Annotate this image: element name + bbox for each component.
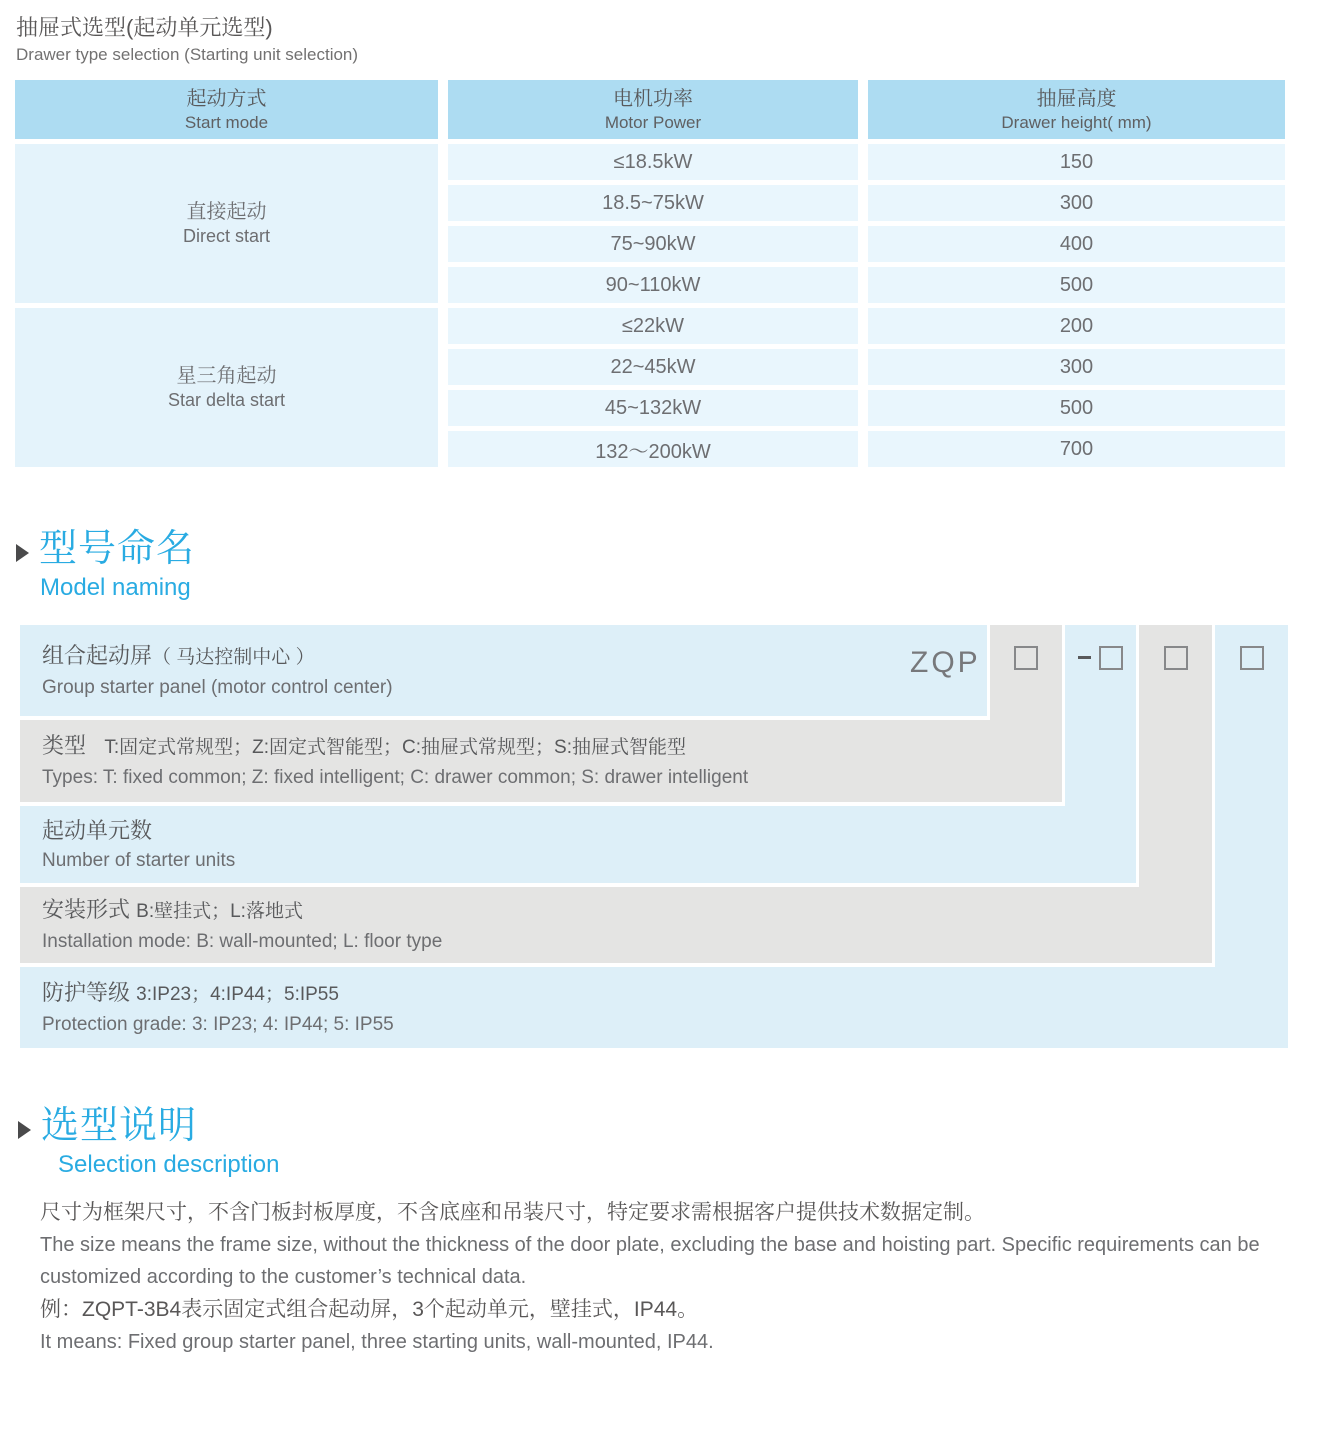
power-cell: 22~45kW: [448, 349, 858, 385]
selection-description-body: [40, 1196, 1290, 1358]
band-label-cn: 防护等级: [42, 979, 131, 1005]
code-box-icon: [1099, 646, 1123, 670]
height-cell: 400: [868, 226, 1285, 262]
code-box-icon: [1164, 646, 1188, 670]
naming-band-starter-units: [20, 806, 1136, 883]
model-naming-diagram: [20, 625, 1288, 1048]
header-cn: 起动方式: [186, 87, 267, 110]
band-detail-cn: T:固定式常规型；Z:固定式智能型；C:抽屉式常规型；S:抽屉式智能型: [104, 737, 686, 758]
code-box-icon: [1014, 646, 1038, 670]
height-cell: 300: [868, 185, 1285, 221]
page-subtitle: Drawer type selection (Starting unit selection): [16, 45, 359, 64]
mode-cn: 直接起动: [186, 201, 267, 223]
band-detail-cn: （ 马达控制中心 ）: [152, 646, 315, 668]
power-cell: 90~110kW: [448, 267, 858, 303]
power-cell: ≤22kW: [448, 308, 858, 344]
section-selection-description: [18, 1104, 1322, 1180]
header-en: Drawer height( mm): [1001, 112, 1152, 132]
band-detail-cn: 3:IP23；4:IP44；5:IP55: [136, 983, 339, 1005]
section-arrow-icon: [18, 1121, 31, 1139]
mode-en: Star delta start: [167, 390, 286, 410]
section-title-en: Model naming: [40, 574, 191, 601]
height-cell: 700: [868, 431, 1285, 467]
height-cell: 500: [868, 390, 1285, 426]
dash-icon: [1078, 656, 1091, 659]
height-cell: 500: [868, 267, 1285, 303]
power-cell: 18.5~75kW: [448, 185, 858, 221]
height-cell: 150: [868, 144, 1285, 180]
band-label-en: Types: T: fixed common; Z: fixed intelligent; C: drawer common; S: drawer intelligent: [42, 767, 749, 788]
desc-example-en: It means: Fixed group starter panel, three starting units, wall-mounted, IP44.: [40, 1331, 714, 1353]
col-header-motor-power: [448, 80, 858, 139]
drawer-selection-table: [15, 80, 1285, 467]
band-label-cn: 安装形式: [42, 897, 131, 922]
power-cell: ≤18.5kW: [448, 144, 858, 180]
naming-band-group-starter-panel: [20, 625, 987, 716]
naming-band-installation-mode: [20, 887, 1212, 963]
header-cn: 电机功率: [613, 87, 693, 110]
mode-en: Direct start: [182, 226, 270, 246]
power-cell: 75~90kW: [448, 226, 858, 262]
section-title-en: Selection description: [58, 1151, 280, 1178]
band-detail-cn: B:壁挂式；L:落地式: [136, 901, 303, 922]
naming-band-protection-grade: [20, 967, 1288, 1048]
power-cell: 45~132kW: [448, 390, 858, 426]
band-label-cn: 组合起动屏: [42, 642, 153, 668]
mode-cn: 星三角起动: [176, 365, 277, 387]
band-label-cn: 起动单元数: [42, 817, 153, 843]
band-label-en: Installation mode: B: wall-mounted; L: floor type: [42, 931, 443, 952]
model-code-prefix: ZQP: [910, 646, 981, 679]
desc-example-cn: 例：ZQPT-3B4表示固定式组合起动屏，3个起动单元，壁挂式，IP44。: [40, 1298, 699, 1321]
col-header-start-mode: [15, 80, 438, 139]
header-en: Start mode: [184, 112, 269, 132]
band-label-cn: 类型: [42, 733, 87, 758]
col-header-drawer-height: [868, 80, 1285, 139]
naming-band-types: [20, 720, 1062, 802]
desc-paragraph-en: The size means the frame size, without the thickness of the door plate, excluding the base and hoisting part. Specific requirements can be customized according to the customer’s technical data.: [40, 1234, 1260, 1288]
band-label-en: Protection grade: 3: IP23; 4: IP44; 5: IP55: [42, 1013, 394, 1035]
band-label-en: Number of starter units: [42, 849, 236, 871]
section-model-naming: [16, 527, 1322, 603]
page-title: 抽屉式选型(起动单元选型): [16, 15, 273, 40]
band-label-en: Group starter panel (motor control center): [42, 676, 393, 698]
height-cell: 300: [868, 349, 1285, 385]
section-title-cn: 型号命名: [39, 528, 196, 570]
section-title-cn: 选型说明: [41, 1105, 198, 1147]
header-cn: 抽屉高度: [1036, 87, 1117, 110]
header-en: Motor Power: [604, 112, 702, 132]
power-cell: 132～200kW: [448, 431, 858, 467]
start-mode-cell-star-delta: [15, 308, 438, 467]
start-mode-cell-direct: [15, 144, 438, 303]
section-arrow-icon: [16, 544, 29, 562]
desc-paragraph-cn: 尺寸为框架尺寸，不含门板封板厚度，不含底座和吊装尺寸，特定要求需根据客户提供技术数据定制。: [40, 1201, 985, 1224]
height-cell: 200: [868, 308, 1285, 344]
code-box-icon: [1240, 646, 1264, 670]
